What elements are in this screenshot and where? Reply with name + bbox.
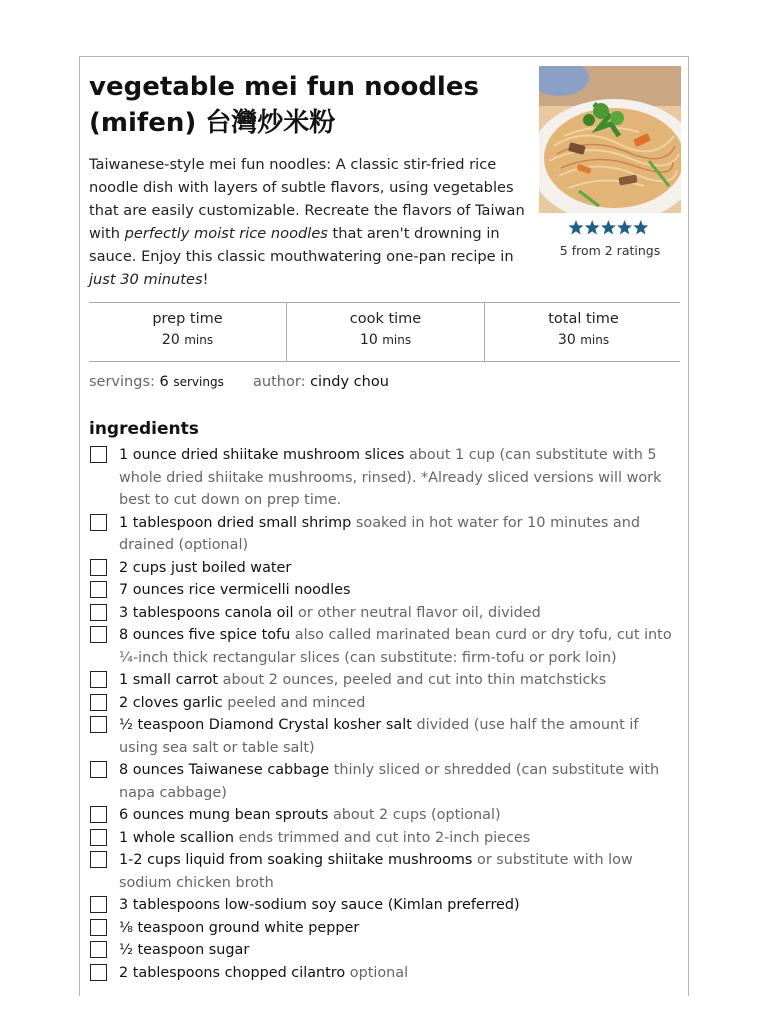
- summary-emphasis: perfectly moist rice noodles: [124, 225, 328, 242]
- ingredient-item: [89, 692, 681, 715]
- ingredient-note: or other neutral flavor oil, divided: [293, 604, 541, 621]
- ingredient-checkbox[interactable]: [90, 604, 107, 621]
- total-time-value: [485, 332, 682, 348]
- servings-label: servings:: [89, 374, 155, 390]
- ingredient-item: [89, 624, 681, 669]
- ingredient-text: 2 cloves garlic: [119, 694, 223, 711]
- ingredient-item: [89, 849, 681, 894]
- ingredient-item: [89, 557, 681, 580]
- ingredients-list: [89, 444, 681, 984]
- ingredient-text: ½ teaspoon sugar: [119, 942, 250, 958]
- ingredient-text: 3 tablespoons low-sodium soy sauce (Kimlan preferred): [119, 897, 520, 913]
- ingredient-note: peeled and minced: [222, 694, 366, 711]
- ingredient-item: [89, 804, 681, 827]
- ingredient-text: 1 tablespoon dried small shrimp: [119, 514, 352, 531]
- total-time-unit: mins: [580, 333, 610, 347]
- ingredient-checkbox[interactable]: [90, 581, 107, 598]
- ingredient-checkbox[interactable]: [90, 716, 107, 733]
- cook-time-value: [287, 332, 484, 348]
- ingredient-text: 1-2 cups liquid from soaking shiitake mushrooms: [119, 852, 473, 868]
- cook-time-label: cook time: [349, 311, 422, 327]
- cook-time: [286, 303, 484, 361]
- recipe-meta: [89, 374, 389, 390]
- recipe-photo: [539, 66, 681, 213]
- total-time: [484, 303, 682, 361]
- ingredient-checkbox[interactable]: [90, 964, 107, 981]
- ingredient-text: ⅛ teaspoon ground white pepper: [119, 919, 360, 936]
- ingredient-checkbox[interactable]: [90, 559, 107, 576]
- ingredient-note: ends trimmed and cut into 2-inch pieces: [234, 829, 531, 846]
- ingredient-checkbox[interactable]: [90, 514, 107, 531]
- ingredient-note: thinly sliced or shredded (can substitute with napa cabbage): [119, 762, 660, 801]
- ingredient-text: 8 ounces five spice tofu: [119, 627, 291, 643]
- star-rating[interactable]: [568, 219, 650, 237]
- recipe-card: [79, 56, 689, 996]
- ingredient-note: about 1 cup (can substitute with 5 whole dried shiitake mushrooms, rinsed). *Already sliced versions will work best to cut down on prep time.: [119, 447, 662, 508]
- total-time-number: 30: [557, 332, 576, 348]
- ingredient-note: or substitute with low sodium chicken broth: [119, 852, 633, 891]
- recipe-title: vegetable mei fun noodles (mifen) 台灣炒米粉: [89, 72, 479, 138]
- ingredient-checkbox[interactable]: [90, 694, 107, 711]
- ingredients-heading: ingredients: [89, 419, 199, 439]
- ingredient-note: soaked in hot water for 10 minutes and drained (optional): [119, 514, 640, 553]
- ingredient-text: 6 ounces mung bean sprouts: [119, 807, 329, 823]
- ingredient-item: [89, 917, 681, 940]
- recipe-summary: [89, 153, 534, 291]
- total-time-label: total time: [548, 311, 619, 327]
- ingredient-checkbox[interactable]: [90, 761, 107, 778]
- ingredient-note: also called marinated bean curd or dry tofu, cut into ¼-inch thick rectangular slices (can substitute: firm-tofu or pork loin): [119, 627, 672, 666]
- star-icons: [568, 219, 650, 237]
- ingredient-checkbox[interactable]: [90, 671, 107, 688]
- ingredient-text: 2 cups just boiled water: [119, 559, 292, 576]
- ingredient-note: about 2 ounces, peeled and cut into thin matchsticks: [218, 672, 607, 688]
- prep-time-unit: mins: [184, 333, 214, 347]
- ingredient-item: [89, 962, 681, 985]
- ingredient-text: 7 ounces rice vermicelli noodles: [119, 582, 351, 598]
- author-name: cindy chou: [310, 374, 389, 390]
- prep-time-number: 20: [161, 332, 180, 348]
- ingredient-checkbox[interactable]: [90, 626, 107, 643]
- ingredient-item: [89, 714, 681, 759]
- ingredient-text: 2 tablespoons chopped cilantro: [119, 964, 346, 981]
- ingredient-note: divided (use half the amount if using sea salt or table salt): [119, 717, 639, 756]
- summary-emphasis: just 30 minutes: [89, 271, 203, 288]
- ingredient-text: 1 small carrot: [119, 672, 219, 688]
- ingredient-item: [89, 512, 681, 557]
- ingredient-item: [89, 894, 681, 917]
- divider: [89, 361, 680, 362]
- ingredient-checkbox[interactable]: [90, 919, 107, 936]
- cook-time-number: 10: [359, 332, 378, 348]
- author-label: author:: [253, 374, 306, 390]
- ingredient-item: [89, 827, 681, 850]
- ingredient-item: [89, 939, 681, 962]
- summary-text: !: [202, 271, 209, 288]
- ingredient-checkbox[interactable]: [90, 446, 107, 463]
- ingredient-checkbox[interactable]: [90, 896, 107, 913]
- ingredient-text: 1 ounce dried shiitake mushroom slices: [119, 447, 405, 463]
- ingredient-item: [89, 669, 681, 692]
- prep-time-label: prep time: [152, 311, 223, 327]
- summary-text: that aren't drowning in sauce. Enjoy this classic mouthwatering one-pan recipe in: [89, 225, 514, 265]
- ingredient-checkbox[interactable]: [90, 829, 107, 846]
- ingredient-item: [89, 759, 681, 804]
- ingredient-item: [89, 579, 681, 602]
- ingredient-text: 8 ounces Taiwanese cabbage: [119, 762, 330, 778]
- ingredient-item: [89, 444, 681, 512]
- ingredient-checkbox[interactable]: [90, 851, 107, 868]
- prep-time-value: [89, 332, 286, 348]
- ingredient-item: [89, 602, 681, 625]
- ingredient-checkbox[interactable]: [90, 806, 107, 823]
- rating-summary: 5 from 2 ratings: [559, 243, 661, 258]
- servings-value[interactable]: 6: [159, 374, 169, 390]
- ingredient-text: 3 tablespoons canola oil: [119, 604, 294, 621]
- noodle-dish-image: [539, 66, 681, 213]
- ingredient-note: about 2 cups (optional): [328, 807, 501, 823]
- time-table: [89, 303, 682, 361]
- ingredient-checkbox[interactable]: [90, 941, 107, 958]
- prep-time: [89, 303, 286, 361]
- ingredient-text: 1 whole scallion: [119, 829, 234, 846]
- ingredient-text: ½ teaspoon Diamond Crystal kosher salt: [119, 717, 412, 733]
- ingredient-note: optional: [345, 964, 409, 981]
- cook-time-unit: mins: [382, 333, 412, 347]
- servings-unit: servings: [173, 375, 224, 389]
- summary-text: Taiwanese-style mei fun noodles: A classic stir-fried rice noodle dish with layers of subtle flavors, using vegetables that are easily customizable. Recreate the flavors of Taiwan with: [89, 156, 525, 242]
